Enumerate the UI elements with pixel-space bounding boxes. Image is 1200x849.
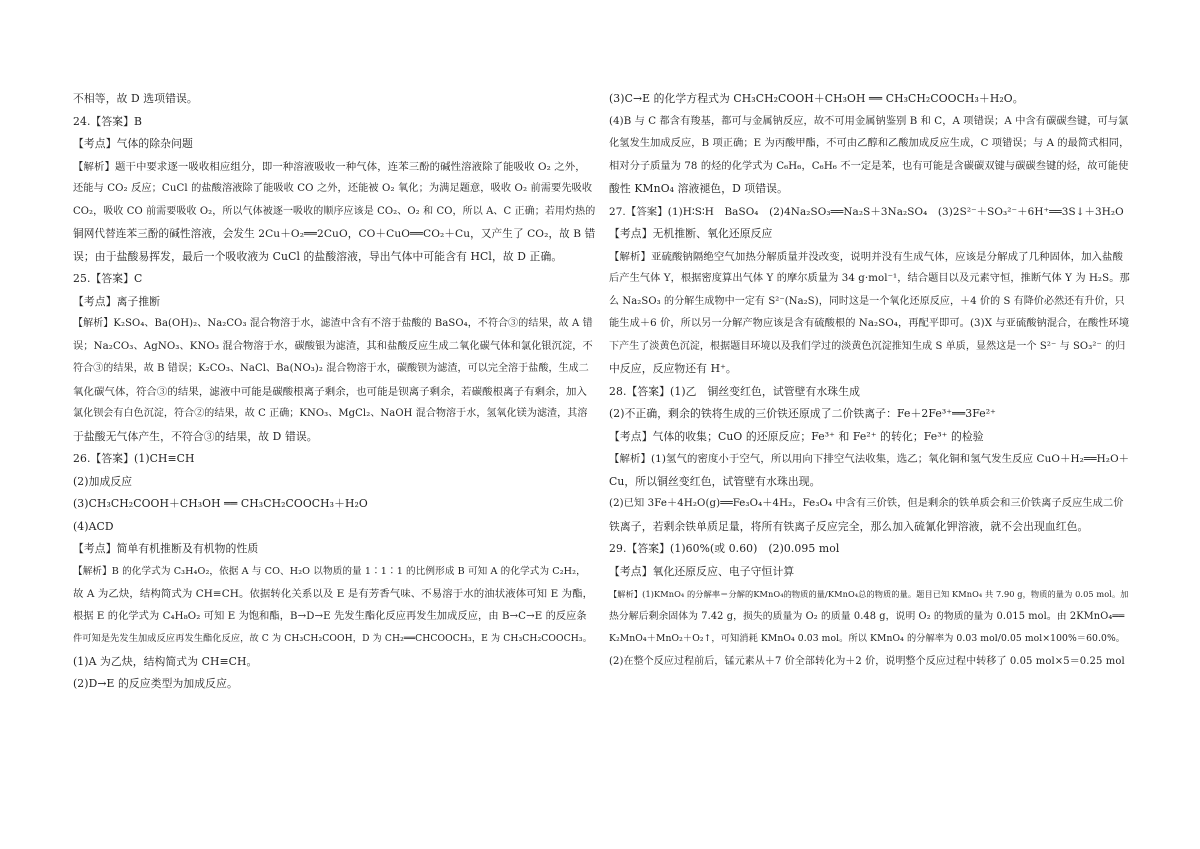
text-line: 下产生了淡黄色沉淀，根据题目环境以及我们学过的淡黄色沉淀推知生成 S 单质，显然这是一个 S²⁻ 与 SO₃²⁻ 的归 [609, 340, 1126, 352]
answer-line: 25.【答案】C [73, 272, 143, 285]
text-line: (2)加成反应 [73, 474, 133, 488]
equation-line: (3)CH₃CH₂COOH＋CH₃OH ══ CH₃CH₂COOCH₃＋H₂O [73, 497, 368, 510]
text-line: 后产生气体 Y，根据密度算出气体 Y 的摩尔质量为 34 g·mol⁻¹，结合题目以及元素守恒，推断气体 Y 为 H₂S。那 [609, 273, 1130, 284]
topic-line: 【考点】氧化还原反应、电子守恒计算 [609, 564, 795, 578]
text-line: 铜网代替连苯三酚的碱性溶液，会发生 2Cu＋O₂══2CuO，CO＋CuO══CO₂＋Cu，又产生了 CO₂，故 B 错 [73, 228, 596, 240]
text-line: (2)D→E 的反应类型为加成反应。 [73, 677, 238, 690]
text-line: (4)ACD [73, 519, 114, 533]
text-line: Cu，所以铜丝变红色，试管壁有水珠出现。 [609, 474, 821, 488]
answer-line: 28.【答案】(1)乙 铜丝变红色，试管壁有水珠生成 [609, 384, 860, 398]
text-line: 么 Na₂SO₃ 的分解生成物中一定有 S²⁻(Na₂S)，同时这是一个氧化还原反应，＋4 价的 S 有降价必然还有升价，只 [609, 295, 1125, 307]
text-line: 【解析】(1)KMnO₄ 的分解率＝分解的KMnO₄的物质的量/KMnO₄总的物质的量。题目已知 KMnO₄ 共 7.90 g，物质的量为 0.05 mol。加 [609, 589, 1129, 599]
text-line: 误；Na₂CO₃、AgNO₃、KNO₃ 混合物溶于水，碳酸银为滤渣，其和盐酸反应生成二氧化碳气体和氯化银沉淀，不 [73, 340, 593, 352]
text-line: 【解析】亚硫酸钠隔绝空气加热分解质量并没改变，说明并没有生成气体，应该是分解成了几种固体，加入盐酸 [609, 250, 1124, 263]
text-line: 件可知是先发生加成反应再发生酯化反应，故 C 为 CH₃CH₂COOH，D 为 CH₂══CHCOOCH₃，E 为 CH₃CH₂COOCH₃。 [73, 633, 592, 644]
text-line: 能生成＋6 价，所以另一分解产物应该是含有硫酸根的 Na₂SO₄，再配平即可。(3)X 与亚硫酸钠混合，在酸性环境 [609, 318, 1130, 329]
topic-line: 【考点】离子推断 [73, 294, 161, 308]
text-line: (2)已知 3Fe＋4H₂O(g)══Fe₃O₄＋4H₂，Fe₃O₄ 中含有三价铁，但是剩余的铁单质会和三价铁离子反应生成二价 [609, 498, 1124, 509]
text-line: K₂MnO₄＋MnO₂＋O₂↑，可知消耗 KMnO₄ 0.03 mol。所以 KMnO₄ 的分解率为 0.03 mol/0.05 mol×100%＝60.0%。 [609, 633, 1126, 644]
topic-line: 【考点】简单有机推断及有机物的性质 [73, 542, 259, 555]
text-line: 故 A 为乙炔，结构简式为 CH≡CH。依据转化关系以及 E 是有芳香气味、不易溶于水的油状液体可知 E 为酯， [73, 588, 594, 600]
text-line: (4)B 与 C 都含有羧基，都可与金属钠反应，故不可用金属钠鉴别 B 和 C，A 项错误；A 中含有碳碳叁键，可与氯 [609, 115, 1129, 127]
text-line: 铁离子，若剩余铁单质足量，将所有铁离子反应完全，那么加入硫氰化钾溶液，就不会出现血红色。 [609, 519, 1089, 533]
text-line: 根据 E 的化学式为 C₄H₈O₂ 可知 E 为饱和酯，B→D→E 先发生酯化反应再发生加成反应，由 B→C→E 的反应条 [73, 610, 587, 622]
topic-line: 【考点】气体的收集；CuO 的还原反应；Fe³⁺ 和 Fe²⁺ 的转化；Fe³⁺ 的检验 [609, 429, 984, 443]
text-line: 氧化碳气体，符合③的结果，滤液中可能是碳酸根离子剩余，也可能是钡离子剩余，若碳酸根离子有剩余，加入 [73, 385, 588, 398]
text-line: 中反应，反应物还有 H⁺。 [609, 362, 737, 375]
text-line: 化氢发生加成反应，B 项正确；E 为丙酸甲酯，不可由乙醇和乙酸加成反应生成，C 项错误；与 A 的最简式相同， [609, 138, 1130, 149]
topic-line: 【考点】气体的除杂问题 [73, 137, 193, 150]
text-line: 相对分子质量为 78 的烃的化学式为 C₆H₆，C₆H₆ 不一定是苯，也有可能是含碳碳双键与碳碳叁键的烃，故可能使 [609, 160, 1129, 172]
text-line: 还能与 CO₂ 反应；CuCl 的盐酸溶液除了能吸收 CO 之外，还能被 O₂ 氧化；为满足题意，吸收 O₂ 前需要先吸收 [73, 183, 593, 194]
answer-line: 26.【答案】(1)CH≡CH [73, 452, 195, 465]
text-line: 【解析】B 的化学式为 C₃H₄O₂，依据 A 与 CO、H₂O 以物质的量 1∶1∶1 的比例形成 B 可知 A 的化学式为 C₂H₂， [73, 565, 586, 577]
text-line: 【解析】K₂SO₄、Ba(OH)₂、Na₂CO₃ 混合物溶于水，滤渣中含有不溶于盐酸的 BaSO₄，不符合③的结果，故 A 错 [73, 318, 593, 329]
equation-line: (3)C→E 的化学方程式为 CH₃CH₂COOH＋CH₃OH ══ CH₃CH₂COOCH₃＋H₂O。 [609, 92, 1024, 105]
answer-line: 27.【答案】(1)H∶S∶H BaSO₄ (2)4Na₂SO₃══Na₂S＋3Na₂SO₄ (3)2S²⁻＋SO₃²⁻＋6H⁺══3S↓＋3H₂O [609, 205, 1124, 218]
text-line: (2)在整个反应过程前后，锰元素从＋7 价全部转化为＋2 价，说明整个反应过程中转移了 0.05 mol×5＝0.25 mol [609, 655, 1125, 667]
answer-line: 24.【答案】B [73, 114, 143, 128]
text-line: 氯化钡会有白色沉淀，符合②的结果，故 C 正确；KNO₃、MgCl₂、NaOH 混合物溶于水，氢氧化镁为滤渣，其溶 [73, 408, 588, 419]
text-line: CO₂，吸收 CO 前需要吸收 O₂，所以气体被逐一吸收的顺序应该是 CO₂、O₂ 和 CO，所以 A、C 正确；若用灼热的 [73, 205, 596, 217]
left-column [73, 88, 595, 696]
text-line: 于盐酸无气体产生，不符合③的结果，故 D 错误。 [73, 429, 318, 443]
text-line: 热分解后剩余固体为 7.42 g，损失的质量为 O₂ 的质量 0.48 g，说明 O₂ 的物质的量为 0.015 mol。由 2KMnO₄══ [609, 610, 1125, 622]
text-line: (2)不正确，剩余的铁将生成的三价铁还原成了二价铁离子：Fe＋2Fe³⁺══3Fe²⁺ [609, 407, 996, 420]
topic-line: 【考点】无机推断、氧化还原反应 [609, 227, 773, 240]
answer-line: 29.【答案】(1)60%(或 0.60) (2)0.095 mol [609, 542, 840, 555]
text-line: 误；由于盐酸易挥发，最后一个吸收液为 CuCl 的盐酸溶液，导出气体中可能含有 HCl，故 D 正确。 [73, 249, 563, 263]
text-line: 符合③的结果，故 B 错误；K₂CO₃、NaCl、Ba(NO₃)₂ 混合物溶于水，碳酸钡为滤渣，可以完全溶于盐酸，生成二 [73, 363, 589, 374]
text-line: 【解析】题干中要求逐一吸收相应组分，即一种溶液吸收一种气体，连苯三酚的碱性溶液除了能吸收 O₂ 之外， [73, 160, 586, 173]
text-line: 酸性 KMnO₄ 溶液褪色，D 项错误。 [609, 182, 788, 195]
text-line: 【解析】(1)氢气的密度小于空气，所以用向下排空气法收集，选乙；氧化铜和氢气发生反应 CuO＋H₂══H₂O＋ [609, 453, 1130, 465]
right-column [609, 88, 1131, 673]
text-line: (1)A 为乙炔，结构简式为 CH≡CH。 [73, 654, 258, 668]
text-line: 不相等，故 D 选项错误。 [73, 92, 198, 105]
